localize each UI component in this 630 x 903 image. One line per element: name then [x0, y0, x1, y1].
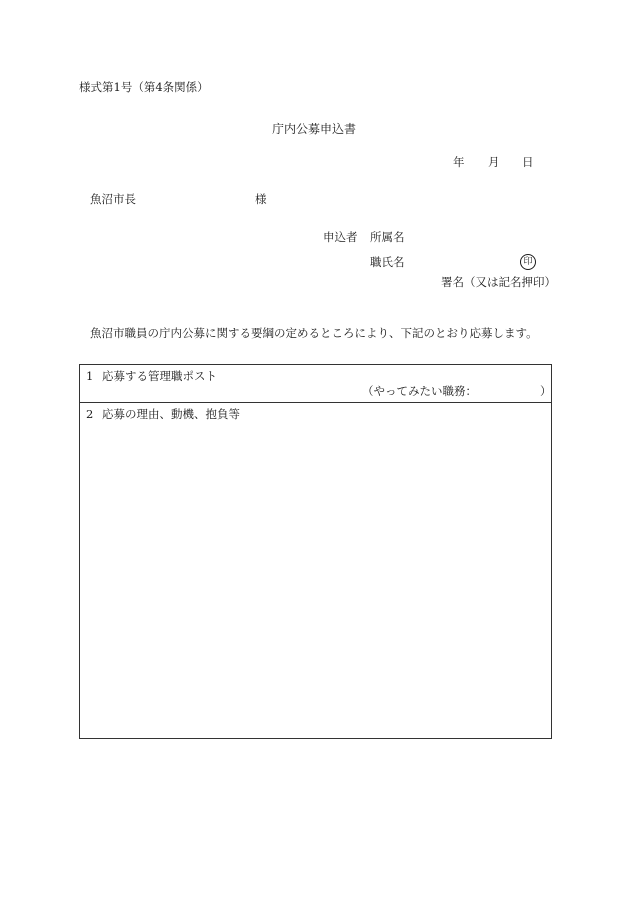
item-1-number: 1: [86, 369, 94, 383]
page-title: 庁内公募申込書: [272, 122, 357, 136]
signature-note: 署名（又は記名押印）: [441, 275, 556, 289]
application-table: [79, 364, 552, 739]
addressee-name: 魚沼市長: [90, 192, 136, 206]
item-1-sub-close: ）: [540, 384, 552, 398]
date-year: 年: [453, 155, 465, 169]
date-month: 月: [488, 155, 500, 169]
item-row-1: [80, 365, 551, 403]
item-2-number: 2: [86, 407, 94, 421]
position-name-label: 職氏名: [370, 255, 405, 269]
affiliation-label: 所属名: [370, 230, 405, 244]
seal-mark: 印: [520, 254, 536, 270]
applicant-label: 申込者: [323, 230, 358, 244]
form-id: 様式第1号（第4条関係）: [79, 80, 209, 94]
item-1-sub-open: （やってみたい職務：: [362, 384, 477, 398]
intro-text: 魚沼市職員の庁内公募に関する要綱の定めるところにより、下記のとおり応募します。: [90, 326, 538, 340]
date-day: 日: [522, 155, 534, 169]
item-2-label: 応募の理由、動機、抱負等: [102, 407, 240, 421]
item-1-label: 応募する管理職ポスト: [102, 369, 217, 383]
addressee-honorific: 様: [255, 192, 267, 206]
